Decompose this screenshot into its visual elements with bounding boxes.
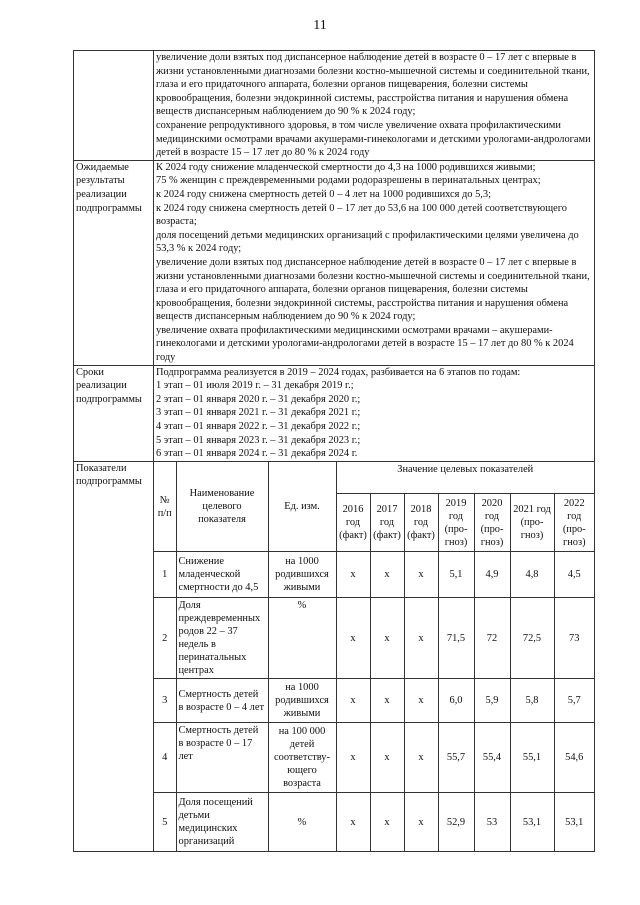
expected-results-label: Ожидаемые результаты реализации подпрограммы bbox=[74, 160, 154, 365]
indicator-name: Снижение младенческой смертности до 4,5 bbox=[176, 552, 268, 598]
column-header-num: № п/п bbox=[154, 462, 176, 552]
timeline-row bbox=[74, 365, 595, 461]
year-header: 2016 год (факт) bbox=[336, 494, 370, 552]
stage-line: 4 этап – 01 января 2022 г. – 31 декабря 2022 г.; bbox=[156, 421, 361, 433]
indicator-value: х bbox=[370, 598, 404, 679]
year-header: 2021 год (про-гноз) bbox=[510, 494, 554, 552]
indicator-value: х bbox=[404, 598, 438, 679]
stage-line: 1 этап – 01 июля 2019 г. – 31 декабря 2019 г.; bbox=[156, 380, 354, 392]
indicator-value: х bbox=[404, 793, 438, 851]
indicator-num: 3 bbox=[154, 679, 176, 723]
indicator-row bbox=[154, 679, 594, 723]
indicator-value: 54,6 bbox=[554, 723, 594, 793]
indicator-unit: на 1000 родившихся живыми bbox=[268, 552, 336, 598]
indicator-value: х bbox=[370, 552, 404, 598]
text-line: увеличение доли взятых под диспансерное наблюдение детей в возрасте 0 – 17 лет с впервые в жизни установленными диагнозами болезни костно-мышечной системы и соединительной ткани, глаза и его придаточного аппарата, болезни органов пищеварения, болезни системы кровообращения, болезни эндокринной системы, расстройства питания и нарушения обмена веществ диспансерным наблюдением до 90 % к 2024 году; bbox=[156, 256, 590, 323]
indicator-value: х bbox=[336, 598, 370, 679]
text-line: К 2024 году снижение младенческой смертности до 4,3 на 1000 родившихся живыми; bbox=[156, 161, 536, 173]
indicator-row bbox=[154, 598, 594, 679]
indicator-num: 1 bbox=[154, 552, 176, 598]
text-line: увеличение охвата профилактическими медицинскими осмотрами врачами – акушерами-гинекологами и детскими урологами-андрологами детей в возрасте 15 – 17 лет до 80 % к 2024 году bbox=[156, 324, 574, 364]
indicator-value: х bbox=[336, 723, 370, 793]
indicator-unit: % bbox=[268, 793, 336, 851]
indicator-value: 72,5 bbox=[510, 598, 554, 679]
indicator-value: х bbox=[404, 679, 438, 723]
stage-line: 6 этап – 01 января 2024 г. – 31 декабря 2024 г. bbox=[156, 448, 358, 460]
indicators-cell bbox=[154, 461, 595, 851]
column-header-unit: Ед. изм. bbox=[268, 462, 336, 552]
year-header: 2020 год (про-гноз) bbox=[474, 494, 510, 552]
indicator-value: 72 bbox=[474, 598, 510, 679]
text-line: доля посещений детьми медицинских организаций с профилактическими целями увеличена до 53,3 % к 2024 году; bbox=[156, 229, 579, 255]
year-header: 2019 год (про-гноз) bbox=[438, 494, 474, 552]
expected-results-text bbox=[154, 160, 595, 365]
continuation-text bbox=[154, 51, 595, 161]
timeline-label: Сроки реализации подпрограммы bbox=[74, 365, 154, 461]
stage-line: 2 этап – 01 января 2020 г. – 31 декабря 2020 г.; bbox=[156, 393, 361, 405]
indicator-value: 71,5 bbox=[438, 598, 474, 679]
text-line: 75 % женщин с преждевременными родами родоразрешены в перинатальных центрах; bbox=[156, 175, 541, 187]
indicator-unit: % bbox=[268, 598, 336, 679]
indicator-name: Смертность детей в возрасте 0 – 4 лет bbox=[176, 679, 268, 723]
indicator-value: х bbox=[370, 679, 404, 723]
indicator-num: 2 bbox=[154, 598, 176, 679]
indicators-label: Показатели подпрограммы bbox=[74, 461, 154, 851]
year-header: 2017 год (факт) bbox=[370, 494, 404, 552]
indicator-value: 6,0 bbox=[438, 679, 474, 723]
column-header-values: Значение целевых показателей bbox=[336, 462, 594, 494]
indicator-value: 4,5 bbox=[554, 552, 594, 598]
indicator-value: х bbox=[336, 793, 370, 851]
continuation-row bbox=[74, 51, 595, 161]
indicator-value: 55,4 bbox=[474, 723, 510, 793]
indicators-row bbox=[74, 461, 595, 851]
indicator-value: х bbox=[336, 552, 370, 598]
indicator-value: х bbox=[370, 793, 404, 851]
indicator-value: 73 bbox=[554, 598, 594, 679]
indicator-value: 55,1 bbox=[510, 723, 554, 793]
indicator-value: 55,7 bbox=[438, 723, 474, 793]
year-header: 2018 год (факт) bbox=[404, 494, 438, 552]
text-line: сохранение репродуктивного здоровья, в том числе увеличение охвата профилактическими медицинскими осмотрами врачами акушерами-гинекологами и детскими урологами-андрологами детей в возрасте 15 – 17 лет до 80 % к 2024 году bbox=[156, 119, 591, 159]
timeline-text bbox=[154, 365, 595, 461]
indicator-value: х bbox=[404, 723, 438, 793]
text-line: Подпрограмма реализуется в 2019 – 2024 годах, разбивается на 6 этапов по годам: bbox=[156, 366, 521, 378]
indicator-unit: на 100 000 детей соответству-ющего возраста bbox=[268, 723, 336, 793]
indicator-value: 5,7 bbox=[554, 679, 594, 723]
indicator-value: 4,8 bbox=[510, 552, 554, 598]
indicator-row bbox=[154, 552, 594, 598]
indicator-value: 52,9 bbox=[438, 793, 474, 851]
year-header: 2022 год (про-гноз) bbox=[554, 494, 594, 552]
indicator-row bbox=[154, 793, 594, 851]
indicator-name: Доля преждевременных родов 22 – 37 недель в перинатальных центрах bbox=[176, 598, 268, 679]
stage-line: 3 этап – 01 января 2021 г. – 31 декабря 2021 г.; bbox=[156, 407, 361, 419]
indicator-value: 53 bbox=[474, 793, 510, 851]
indicator-num: 4 bbox=[154, 723, 176, 793]
indicator-value: 53,1 bbox=[554, 793, 594, 851]
indicators-table bbox=[154, 462, 594, 851]
indicator-value: 4,9 bbox=[474, 552, 510, 598]
indicators-header-row bbox=[154, 462, 594, 494]
text-line: к 2024 году снижена смертность детей 0 – 17 лет до 53,6 на 100 000 детей соответствующего возраста; bbox=[156, 202, 567, 228]
continuation-label bbox=[74, 51, 154, 161]
indicator-value: х bbox=[370, 723, 404, 793]
text-line: увеличение доли взятых под диспансерное наблюдение детей в возрасте 0 – 17 лет с впервые в жизни установленными диагнозами болезни костно-мышечной системы и соединительной ткани, глаза и его придаточного аппарата, болезни органов пищеварения, болезни системы кровообращения, болезни эндокринной системы, расстройства питания и нарушения обмена веществ диспансерным наблюдением до 90 % к 2024 году; bbox=[156, 52, 590, 118]
indicator-value: 53,1 bbox=[510, 793, 554, 851]
indicator-unit: на 1000 родившихся живыми bbox=[268, 679, 336, 723]
text-line: к 2024 году снижена смертность детей 0 – 4 лет на 1000 родившихся до 5,3; bbox=[156, 188, 491, 200]
indicator-value: 5,9 bbox=[474, 679, 510, 723]
indicator-row bbox=[154, 723, 594, 793]
indicator-num: 5 bbox=[154, 793, 176, 851]
indicator-value: х bbox=[336, 679, 370, 723]
page-number: 11 bbox=[313, 18, 327, 33]
column-header-name: Наименование целевого показателя bbox=[176, 462, 268, 552]
indicator-value: 5,1 bbox=[438, 552, 474, 598]
expected-results-row bbox=[74, 160, 595, 365]
indicator-value: х bbox=[404, 552, 438, 598]
stage-line: 5 этап – 01 января 2023 г. – 31 декабря 2023 г.; bbox=[156, 434, 361, 446]
indicator-value: 5,8 bbox=[510, 679, 554, 723]
indicator-name: Доля посещений детьми медицинских организаций bbox=[176, 793, 268, 851]
indicator-name: Смертность детей в возрасте 0 – 17 лет bbox=[176, 723, 268, 793]
subprogram-passport-table bbox=[73, 50, 595, 852]
